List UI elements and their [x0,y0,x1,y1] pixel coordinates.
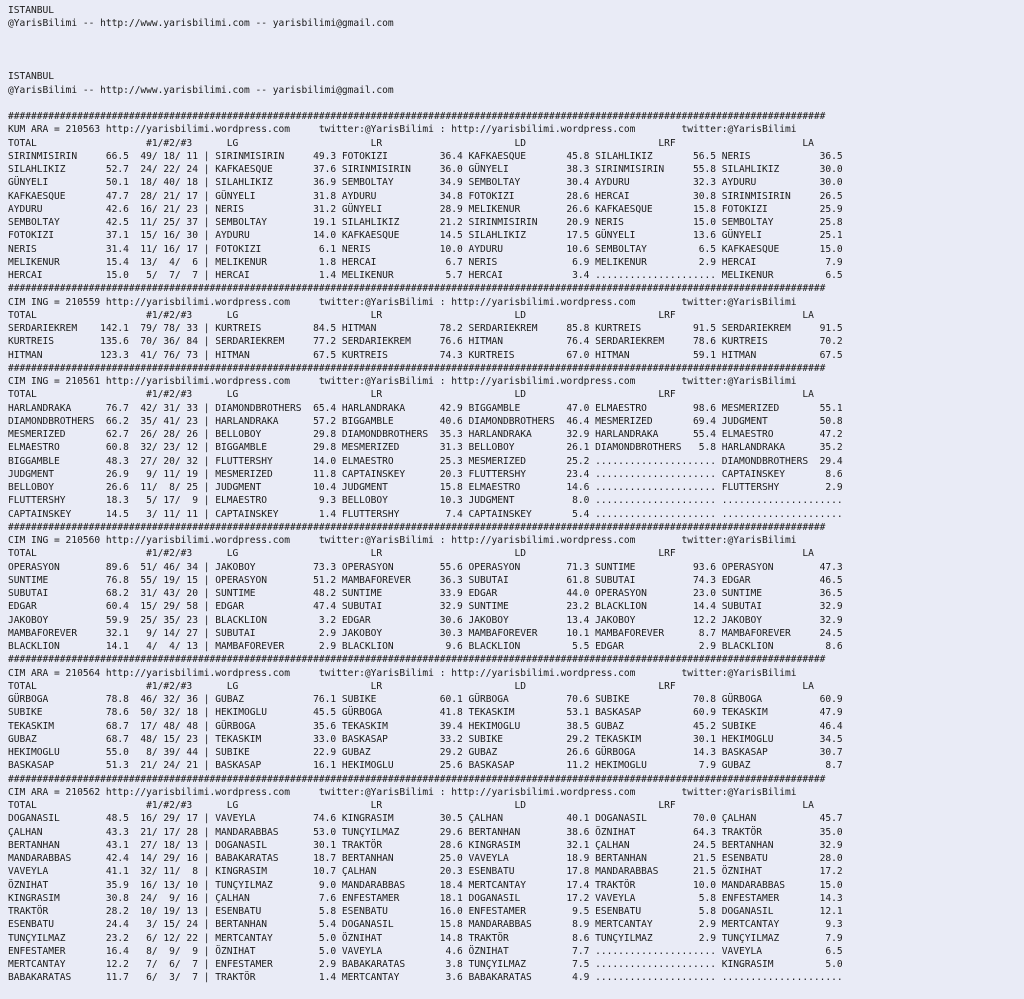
text-line: HERCAI 15.0 5/ 7/ 7 | HERCAI 1.4 MELIKENUR 5.7 HERCAI 3.4 ..................... MELIKENUR 6.5 [8,270,843,281]
text-line: ENFESTAMER 16.4 8/ 9/ 9 | ÖZNIHAT 5.0 VAVEYLA 4.6 ÖZNIHAT 7.7 ..................... VAVEYLA 6.5 [8,945,843,957]
text-line: TOTAL #1/#2/#3 LG LR LD LRF LA [8,389,814,401]
text-line: GUBAZ 68.7 48/ 15/ 23 | TEKASKIM 33.0 BASKASAP 33.2 SUBIKE 29.2 TEKASKIM 30.1 HEKIMOGLU 34.5 [8,733,843,745]
text-line: TRAKTÖR 28.2 10/ 19/ 13 | ESENBATU 5.8 ESENBATU 16.0 ENFESTAMER 9.5 ESENBATU 5.8 DOGANASIL 12.1 [8,906,843,917]
text-line [8,57,1024,70]
text-line: TOTAL #1/#2/#3 LG LR LD LRF LA [8,309,814,321]
text-line: ISTANBUL [8,5,55,16]
text-line: MAMBAFOREVER 32.1 9/ 14/ 27 | SUBUTAI 2.9 JAKOBOY 30.3 MAMBAFOREVER 10.1 MAMBAFOREVER 8.7 MAMBAFOREVER 24.5 [8,627,843,639]
text-line: AYDURU 42.6 16/ 21/ 23 | NERIS 31.2 GÜNYELI 28.9 MELIKENUR 26.6 KAFKAESQUE 15.8 FOTOKIZI 25.9 [8,203,843,215]
text-line: GÜNYELI 50.1 18/ 40/ 18 | SILAHLIKIZ 36.9 SEMBOLTAY 34.9 SEMBOLTAY 30.4 AYDURU 32.3 AYDURU 30.0 [8,177,843,189]
text-line: TEKASKIM 68.7 17/ 48/ 48 | GÜRBOGA 35.6 TEKASKIM 39.4 HEKIMOGLU 38.5 GUBAZ 45.2 SUBIKE 46.4 [8,720,843,732]
text-line: HITMAN 123.3 41/ 76/ 73 | HITMAN 67.5 KURTREIS 74.3 KURTREIS 67.0 HITMAN 59.1 HITMAN 67.5 [8,349,843,361]
text-line: SIRINMISIRIN 66.5 49/ 18/ 11 | SIRINMISIRIN 49.3 FOTOKIZI 36.4 KAFKAESQUE 45.8 SILAHLIKIZ 56.5 NERIS 36.5 [8,150,843,162]
text-line [8,97,1024,110]
text-line: GÜRBOGA 78.8 46/ 32/ 36 | GUBAZ 76.1 SUBIKE 60.1 GÜRBOGA 70.6 SUBIKE 70.8 GÜRBOGA 60.9 [8,694,843,705]
text-line: VAVEYLA 41.1 32/ 11/ 8 | KINGRASIM 10.7 ÇALHAN 20.3 ESENBATU 17.8 MANDARABBAS 21.5 ÖZNIHAT 17.2 [8,866,843,878]
text-line: MESMERIZED 62.7 26/ 28/ 26 | BELLOBOY 29.8 DIAMONDBROTHERS 35.3 HARLANDRAKA 32.9 HARLANDRAKA 55.4 ELMAESTRO 47.2 [8,429,843,440]
text-line [8,44,1024,57]
text-line: TUNÇYILMAZ 23.2 6/ 12/ 22 | MERTCANTAY 5.0 ÖZNIHAT 14.8 TRAKTÖR 8.6 TUNÇYILMAZ 2.9 TUNÇYILMAZ 7.9 [8,932,843,944]
text-line: KINGRASIM 30.8 24/ 9/ 16 | ÇALHAN 7.6 ENFESTAMER 18.1 DOGANASIL 17.2 VAVEYLA 5.8 ENFESTAMER 14.3 [8,892,843,904]
text-line: CAPTAINSKEY 14.5 3/ 11/ 11 | CAPTAINSKEY 1.4 FLUTTERSHY 7.4 CAPTAINSKEY 5.4 ..................... ..................... [8,508,843,520]
text-line: HARLANDRAKA 76.7 42/ 31/ 33 | DIAMONDBROTHERS 65.4 HARLANDRAKA 42.9 BIGGAMBLE 47.0 ELMAESTRO 98.6 MESMERIZED 55.1 [8,402,843,414]
text-line: JAKOBOY 59.9 25/ 35/ 23 | BLACKLION 3.2 EDGAR 30.6 JAKOBOY 13.4 JAKOBOY 12.2 JAKOBOY 32.9 [8,614,843,626]
text-line: DIAMONDBROTHERS 66.2 35/ 41/ 23 | HARLANDRAKA 57.2 BIGGAMBLE 40.6 DIAMONDBROTHERS 46.4 MESMERIZED 69.4 JUDGMENT 50.8 [8,415,843,427]
text-line: ESENBATU 24.4 3/ 15/ 24 | BERTANHAN 5.4 DOGANASIL 15.8 MANDARABBAS 8.9 MERTCANTAY 2.9 MERTCANTAY 9.3 [8,919,843,931]
text-line: KURTREIS 135.6 70/ 36/ 84 | SERDARIEKREM 77.2 SERDARIEKREM 76.6 HITMAN 76.4 SERDARIEKREM 78.6 KURTREIS 70.2 [8,336,843,348]
text-line: EDGAR 60.4 15/ 29/ 58 | EDGAR 47.4 SUBUTAI 32.9 SUNTIME 23.2 BLACKLION 14.4 SUBUTAI 32.9 [8,601,843,613]
text-line: BIGGAMBLE 48.3 27/ 20/ 32 | FLUTTERSHY 14.0 ELMAESTRO 25.3 MESMERIZED 25.2 ..................... DIAMONDBROTHERS 29.4 [8,455,843,467]
text-line: ELMAESTRO 60.8 32/ 23/ 12 | BIGGAMBLE 29.8 MESMERIZED 31.3 BELLOBOY 26.1 DIAMONDBROTHERS 5.8 HARLANDRAKA 35.2 [8,442,843,454]
text-line: CIM ING = 210560 http://yarisbilimi.wordpress.com twitter:@YarisBilimi : http://yarisbilimi.wordpress.com twitter:@YarisBilimi [8,535,797,546]
text-line: MANDARABBAS 42.4 14/ 29/ 16 | BABAKARATAS 18.7 BERTANHAN 25.0 VAVEYLA 18.9 BERTANHAN 21.5 ESENBATU 28.0 [8,853,843,864]
text-line: SUNTIME 76.8 55/ 19/ 15 | OPERASYON 51.2 MAMBAFOREVER 36.3 SUBUTAI 61.8 SUBUTAI 74.3 EDGAR 46.5 [8,574,843,586]
text-line: SUBUTAI 68.2 31/ 43/ 20 | SUNTIME 48.2 SUNTIME 33.9 EDGAR 44.0 OPERASYON 23.0 SUNTIME 36.5 [8,588,843,599]
text-line: ############################################################################################################################################## [8,111,826,122]
text-line: ÇALHAN 43.3 21/ 17/ 28 | MANDARABBAS 53.0 TUNÇYILMAZ 29.6 BERTANHAN 38.6 ÖZNIHAT 64.3 TRAKTÖR 35.0 [8,826,843,838]
text-line: ############################################################################################################################################## [8,362,826,374]
text-line: OPERASYON 89.6 51/ 46/ 34 | JAKOBOY 73.3 OPERASYON 55.6 OPERASYON 71.3 SUNTIME 93.6 OPERASYON 47.3 [8,561,843,573]
text-line: ############################################################################################################################################## [8,773,826,785]
text-line: CIM ARA = 210562 http://yarisbilimi.wordpress.com twitter:@YarisBilimi : http://yarisbilimi.wordpress.com twitter:@YarisBilimi [8,786,797,798]
text-line: FOTOKIZI 37.1 15/ 16/ 30 | AYDURU 14.0 KAFKAESQUE 14.5 SILAHLIKIZ 17.5 GÜNYELI 13.6 GÜNYELI 25.1 [8,230,843,242]
text-line: MELIKENUR 15.4 13/ 4/ 6 | MELIKENUR 1.8 HERCAI 6.7 NERIS 6.9 MELIKENUR 2.9 HERCAI 7.9 [8,256,843,268]
text-line: SEMBOLTAY 42.5 11/ 25/ 37 | SEMBOLTAY 19.1 SILAHLIKIZ 21.2 SIRINMISIRIN 20.9 NERIS 15.0 SEMBOLTAY 25.8 [8,217,843,228]
text-line: CIM ING = 210559 http://yarisbilimi.wordpress.com twitter:@YarisBilimi : http://yarisbilimi.wordpress.com twitter:@YarisBilimi [8,296,797,308]
text-line: ÖZNIHAT 35.9 16/ 13/ 10 | TUNÇYILMAZ 9.0 MANDARABBAS 18.4 MERTCANTAY 17.4 TRAKTÖR 10.0 MANDARABBAS 15.0 [8,879,843,891]
text-line: SUBIKE 78.6 50/ 32/ 18 | HEKIMOGLU 45.5 GÜRBOGA 41.8 TEKASKIM 53.1 BASKASAP 60.9 TEKASKIM 47.9 [8,707,843,719]
text-line: ISTANBUL [8,71,55,83]
text-line: SERDARIEKREM 142.1 79/ 78/ 33 | KURTREIS 84.5 HITMAN 78.2 SERDARIEKREM 85.8 KURTREIS 91.5 SERDARIEKREM 91.5 [8,323,843,334]
text-line: HEKIMOGLU 55.0 8/ 39/ 44 | SUBIKE 22.9 GUBAZ 29.2 GUBAZ 26.6 GÜRBOGA 14.3 BASKASAP 30.7 [8,747,843,758]
text-line: TOTAL #1/#2/#3 LG LR LD LRF LA [8,137,814,149]
text-line: TOTAL #1/#2/#3 LG LR LD LRF LA [8,800,814,811]
text-line: MERTCANTAY 12.2 7/ 6/ 7 | ENFESTAMER 2.9 BABAKARATAS 3.8 TUNÇYILMAZ 7.5 ..................... KINGRASIM 5.0 [8,959,843,970]
text-line [8,31,1024,44]
text-line: @YarisBilimi -- http://www.yarisbilimi.com -- yarisbilimi@gmail.com [8,84,394,96]
text-line: ############################################################################################################################################## [8,521,826,533]
text-line: CIM ARA = 210564 http://yarisbilimi.wordpress.com twitter:@YarisBilimi : http://yarisbilimi.wordpress.com twitter:@YarisBilimi [8,667,797,679]
text-line: BELLOBOY 26.6 11/ 8/ 25 | JUDGMENT 10.4 JUDGMENT 15.8 ELMAESTRO 14.6 ..................... FLUTTERSHY 2.9 [8,482,843,493]
text-line: CIM ING = 210561 http://yarisbilimi.wordpress.com twitter:@YarisBilimi : http://yarisbilimi.wordpress.com twitter:@YarisBilimi [8,376,797,387]
text-line: KAFKAESQUE 47.7 28/ 21/ 17 | GÜNYELI 31.8 AYDURU 34.8 FOTOKIZI 28.6 HERCAI 30.8 SIRINMISIRIN 26.5 [8,190,843,202]
text-line: ############################################################################################################################################## [8,654,826,666]
text-line: TOTAL #1/#2/#3 LG LR LD LRF LA [8,548,814,560]
text-line: BABAKARATAS 11.7 6/ 3/ 7 | TRAKTÖR 1.4 MERTCANTAY 3.6 BABAKARATAS 4.9 ..................... ..................... [8,972,843,984]
text-line: TOTAL #1/#2/#3 LG LR LD LRF LA [8,680,814,692]
text-line: FLUTTERSHY 18.3 5/ 17/ 9 | ELMAESTRO 9.3 BELLOBOY 10.3 JUDGMENT 8.0 ..................... ..................... [8,495,843,507]
text-line: BLACKLION 14.1 4/ 4/ 13 | MAMBAFOREVER 2.9 BLACKLION 9.6 BLACKLION 5.5 EDGAR 2.9 BLACKLION 8.6 [8,641,843,652]
text-line: NERIS 31.4 11/ 16/ 17 | FOTOKIZI 6.1 NERIS 10.0 AYDURU 10.6 SEMBOLTAY 6.5 KAFKAESQUE 15.0 [8,243,843,255]
text-line: DOGANASIL 48.5 16/ 29/ 17 | VAVEYLA 74.6 KINGRASIM 30.5 ÇALHAN 40.1 DOGANASIL 70.0 ÇALHAN 45.7 [8,813,843,825]
text-line: BASKASAP 51.3 21/ 24/ 21 | BASKASAP 16.1 HEKIMOGLU 25.6 BASKASAP 11.2 HEKIMOGLU 7.9 GUBAZ 8.7 [8,760,843,772]
text-line: @YarisBilimi -- http://www.yarisbilimi.com -- yarisbilimi@gmail.com [8,18,394,30]
text-line: BERTANHAN 43.1 27/ 18/ 13 | DOGANASIL 30.1 TRAKTÖR 28.6 KINGRASIM 32.1 ÇALHAN 24.5 BERTANHAN 32.9 [8,839,843,851]
text-line: SILAHLIKIZ 52.7 24/ 22/ 24 | KAFKAESQUE 37.6 SIRINMISIRIN 36.0 GÜNYELI 38.3 SIRINMISIRIN 55.8 SILAHLIKIZ 30.0 [8,164,843,175]
text-line: KUM ARA = 210563 http://yarisbilimi.wordpress.com twitter:@YarisBilimi : http://yarisbilimi.wordpress.com twitter:@YarisBilimi [8,124,797,136]
text-line: ############################################################################################################################################## [8,283,826,295]
text-line: JUDGMENT 26.9 9/ 11/ 19 | MESMERIZED 11.8 CAPTAINSKEY 20.3 FLUTTERSHY 23.4 ..................... CAPTAINSKEY 8.6 [8,468,843,480]
